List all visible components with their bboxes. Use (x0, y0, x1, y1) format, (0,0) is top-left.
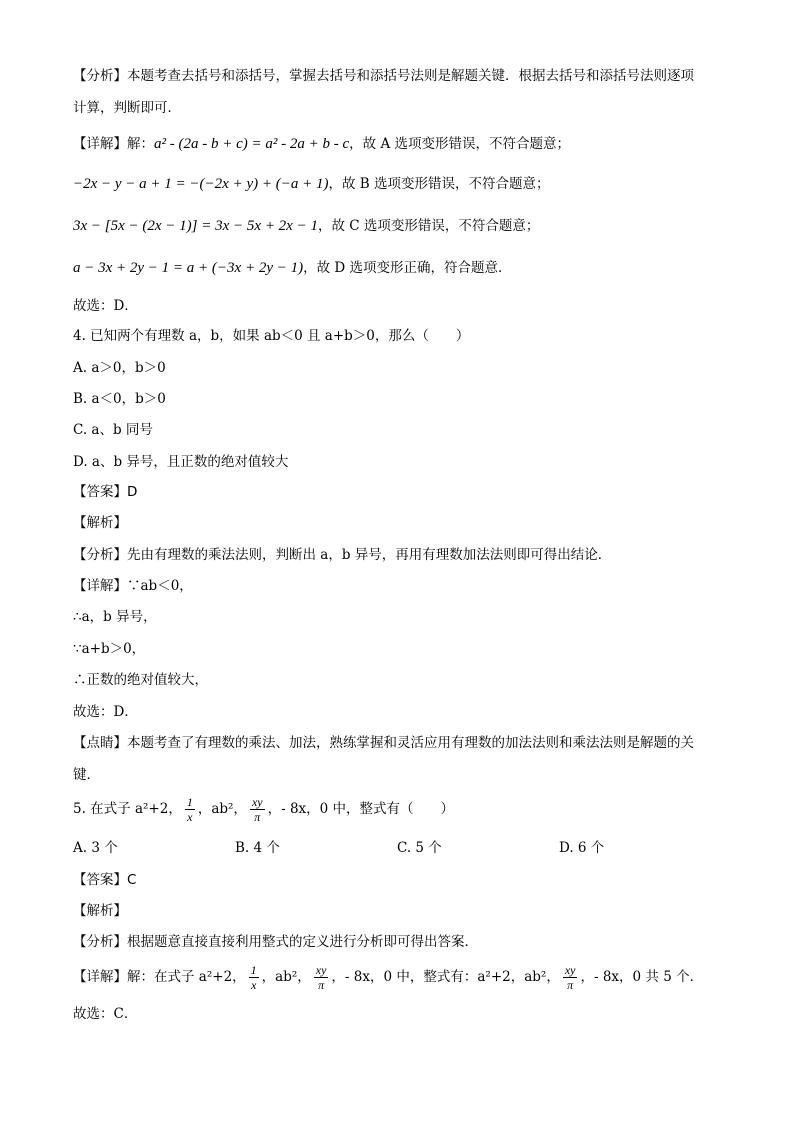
fraction-denominator: x (187, 810, 193, 824)
detail-text: ，故 B 选项变形错误，不符合题意； (328, 176, 550, 192)
detail-text: 【详解】解：在式子 a²+2， (73, 969, 246, 985)
detail-text: ，ab²， (261, 969, 311, 985)
fraction-one-over-x (249, 963, 259, 992)
math-expression: a − 3x + 2y − 1 = a + (−3x + 2y − 1) (73, 260, 304, 276)
fraction-xy-over-pi (250, 795, 265, 824)
q3-choose: 故选：D． (73, 298, 138, 314)
fraction-numerator: 1 (186, 795, 193, 809)
q4-comment: 【点睛】本题考查了有理数的乘法、加法，熟练掌握和灵活应用有理数的加法法则和乘法法则是解题的关 (73, 735, 694, 751)
q4-analysis: 【分析】先由有理数的乘法法则，判断出 a，b 异号，再用有理数加法法则即可得出结论． (73, 547, 612, 563)
q4-stem: 4. 已知两个有理数 a，b，如果 ab＜0 且 a+b＞0，那么（ ） (73, 328, 470, 344)
q3-detail-line-a (73, 134, 570, 154)
detail-text: ，- 8x，0 共 5 个． (580, 969, 704, 985)
q3-analysis: 【分析】本题考查去括号和添括号，掌握去括号和添括号法则是解题关键．根据去括号和添括号法则逐项 (73, 68, 694, 84)
q4-option-c: C. a、b 同号 (73, 422, 153, 438)
fraction-numerator: xy (315, 963, 327, 977)
fraction-numerator: 1 (250, 963, 257, 977)
detail-text: ，- 8x，0 中，整式有：a²+2，ab²， (331, 969, 560, 985)
stem-text: ，ab²， (197, 801, 247, 817)
q4-choose: 故选：D． (73, 704, 138, 720)
q3-detail-line-d (73, 258, 512, 278)
q5-answer: 【答案】C (73, 872, 137, 888)
q5-choose: 故选：C． (73, 1006, 138, 1022)
detail-text: ，故 A 选项变形错误，不符合题意； (349, 136, 570, 152)
q5-option-c: C. 5 个 (397, 840, 442, 856)
q5-option-b: B. 4 个 (235, 840, 280, 856)
q4-comment-cont: 键． (73, 767, 100, 783)
detail-label: 【详解】解： (73, 136, 154, 152)
q4-detail-2: ∴a，b 异号， (73, 609, 157, 625)
stem-text: ，- 8x，0 中，整式有（ ） (267, 801, 455, 817)
fraction-denominator: π (567, 978, 574, 992)
q4-option-a: A. a＞0，b＞0 (73, 360, 166, 376)
stem-text: 5. 在式子 a²+2， (73, 801, 182, 817)
q3-detail-line-b (73, 174, 549, 194)
math-expression: −2x − y − a + 1 = −(−2x + y) + (−a + 1) (73, 176, 329, 192)
detail-text: ，故 D 选项变形正确，符合题意． (303, 260, 512, 276)
q4-detail-4: ∴正数的绝对值较大， (73, 672, 208, 688)
q3-analysis-cont: 计算，判断即可． (73, 100, 181, 116)
q5-analysis: 【分析】根据题意直接直接利用整式的定义进行分析即可得出答案． (73, 934, 478, 950)
q5-jiexi-heading: 【解析】 (73, 903, 127, 919)
q4-jiexi-heading: 【解析】 (73, 515, 127, 531)
fraction-xy-over-pi (563, 963, 578, 992)
math-expression: 3x − [5x − (2x − 1)] = 3x − 5x + 2x − 1 (73, 218, 318, 234)
fraction-one-over-x (185, 795, 195, 824)
q5-options (73, 838, 721, 858)
q4-answer: 【答案】D (73, 484, 138, 500)
q4-option-d: D. a、b 异号，且正数的绝对值较大 (73, 454, 289, 470)
q3-detail-line-c (73, 216, 539, 236)
q5-stem (73, 792, 454, 826)
fraction-denominator: π (318, 978, 325, 992)
q5-detail (73, 960, 703, 994)
q4-detail-1: 【详解】∵ab＜0， (73, 578, 193, 594)
detail-text: ，故 C 选项变形错误，不符合题意； (317, 218, 540, 234)
fraction-numerator: xy (564, 963, 576, 977)
q4-option-b: B. a＜0，b＞0 (73, 391, 166, 407)
fraction-numerator: xy (251, 795, 263, 809)
fraction-denominator: x (250, 978, 257, 992)
fraction-xy-over-pi (314, 963, 329, 992)
math-expression: a² - (2a - b + c) = a² - 2a + b - c (154, 136, 350, 152)
q4-detail-3: ∵a+b＞0， (73, 641, 146, 657)
fraction-denominator: π (254, 810, 261, 824)
q5-option-a: A. 3 个 (73, 840, 118, 856)
q5-option-d: D. 6 个 (559, 840, 605, 856)
